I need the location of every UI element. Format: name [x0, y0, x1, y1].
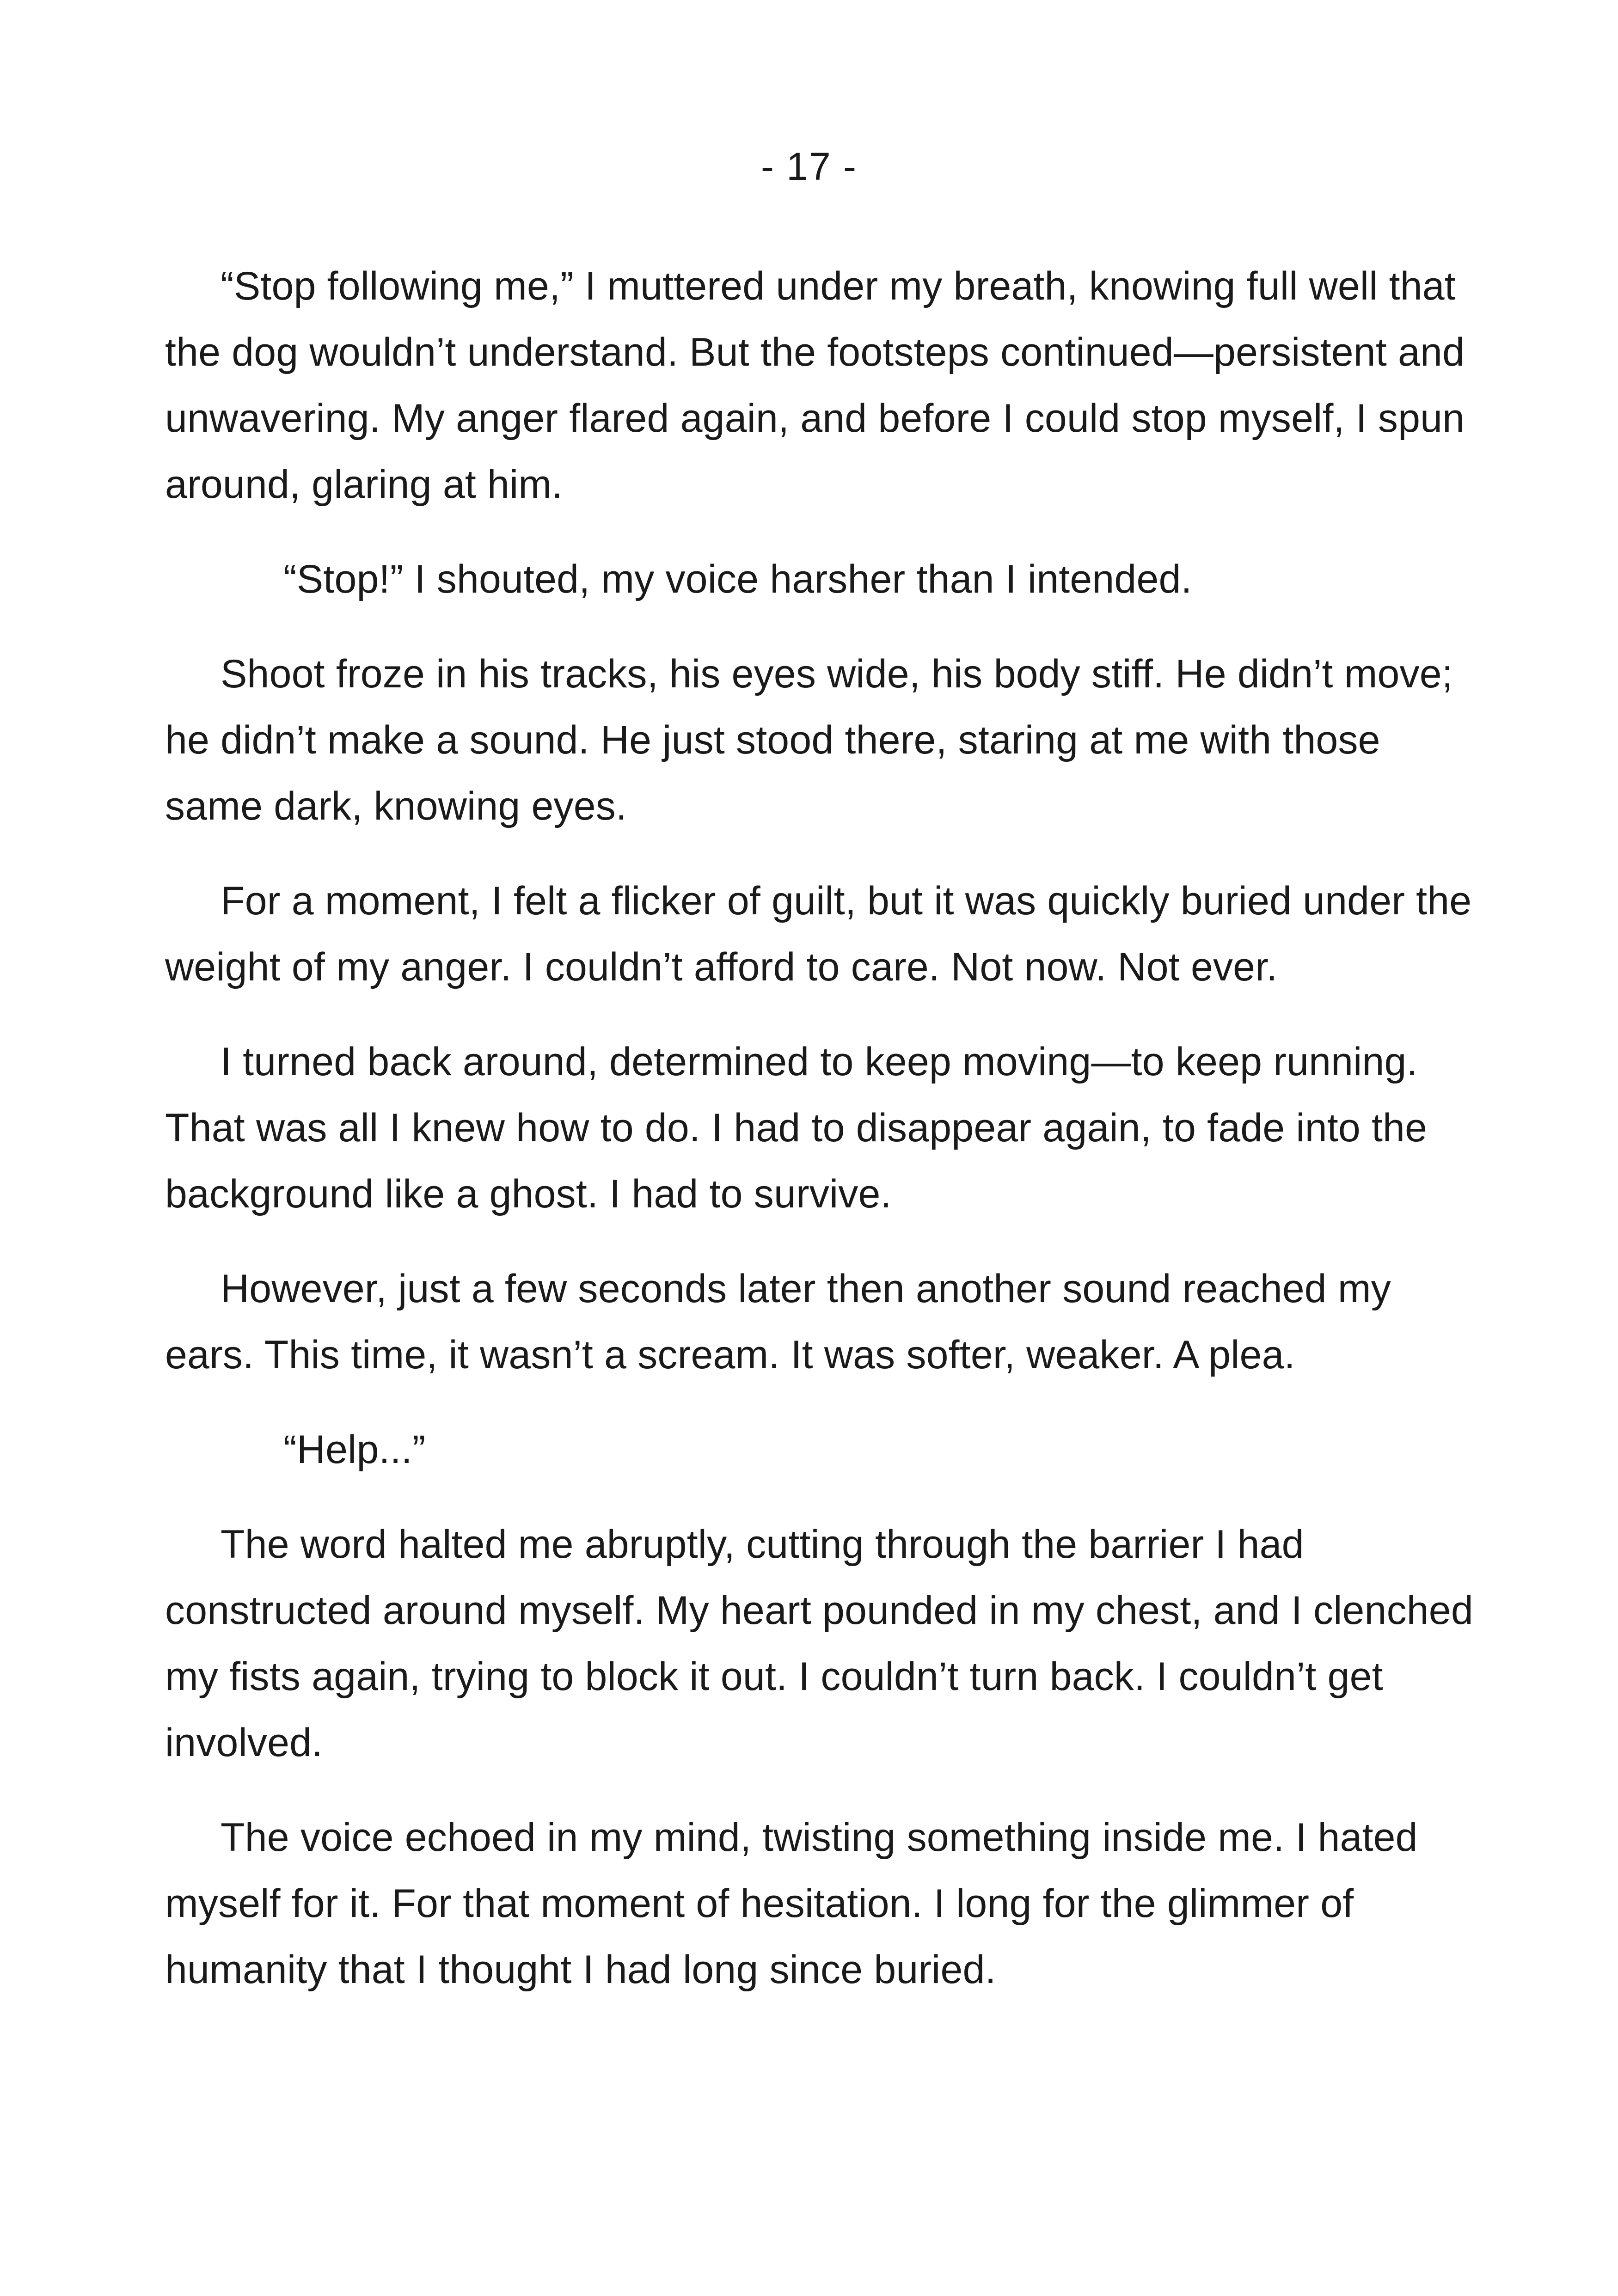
paragraph: The voice echoed in my mind, twisting something inside me. I hated myself for it. For that moment of hesitation. I long for the glimmer of humanity that I thought I had long since buried. — [165, 1815, 1418, 1992]
paragraph: However, just a few seconds later then another sound reached my ears. This time, it wasn’t a scream. It was softer, weaker. A plea. — [165, 1267, 1391, 1377]
paragraph: I turned back around, determined to keep moving—to keep running. That was all I knew how to do. I had to disappear again, to fade into the background like a ghost. I had to survive. — [165, 1040, 1428, 1216]
body-text — [165, 253, 1473, 2032]
paragraph: “Stop following me,” I muttered under my breath, knowing full well that the dog wouldn’t understand. But the footsteps continued—persistent and unwavering. My anger flared again, and before I could stop myself, I spun around, glaring at him. — [165, 264, 1465, 507]
paragraph: For a moment, I felt a flicker of guilt, but it was quickly buried under the weight of my anger. I couldn’t afford to care. Not now. Not ever. — [165, 879, 1472, 989]
paragraph: Shoot froze in his tracks, his eyes wide, his body stiff. He didn’t move; he didn’t make a sound. He just stood there, staring at me with those same dark, knowing eyes. — [165, 652, 1453, 828]
dialogue-paragraph: “Help...” — [283, 1427, 426, 1472]
dialogue-paragraph: “Stop!” I shouted, my voice harsher than I intended. — [283, 557, 1192, 601]
paragraph: The word halted me abruptly, cutting through the barrier I had constructed around myself. My heart pounded in my chest, and I clenched my fists again, trying to block it out. I couldn’t turn back. I couldn’t get involved. — [165, 1522, 1473, 1765]
page-number: - 17 - — [760, 145, 858, 188]
